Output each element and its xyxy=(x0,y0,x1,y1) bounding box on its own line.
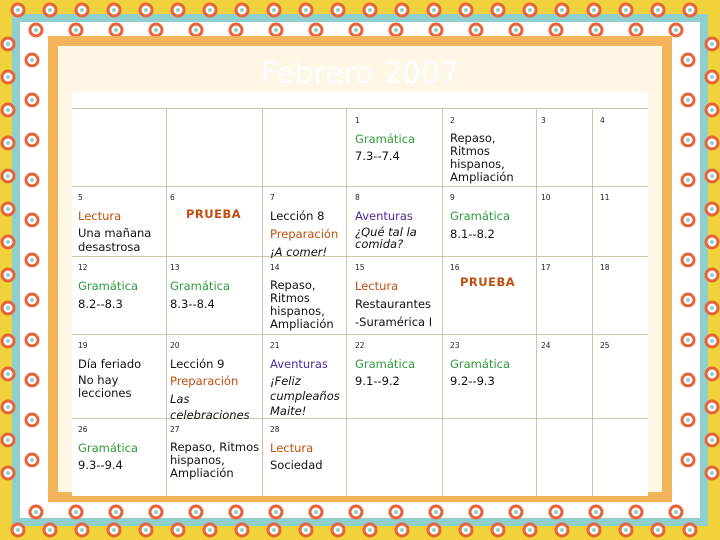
day-cell-16[interactable] xyxy=(450,261,534,289)
ring-dot-center-icon xyxy=(6,141,10,145)
ring-dot-center-icon xyxy=(80,8,84,12)
day-cell-5[interactable] xyxy=(78,191,164,254)
ring-dot-center-icon xyxy=(710,372,714,376)
ring-dot-center-icon xyxy=(30,338,34,342)
ring-dot-center-icon xyxy=(6,42,10,46)
ring-dot-center-icon xyxy=(30,458,34,462)
grid-line xyxy=(72,418,648,419)
lesson-detail: ¡Feliz cumpleaños Maite! xyxy=(270,374,340,418)
ring-dot-center-icon xyxy=(710,438,714,442)
day-number: 28 xyxy=(270,425,280,434)
lesson-detail: No hay lecciones xyxy=(78,373,132,400)
lesson-title: Gramática xyxy=(170,279,231,293)
day-number: 8 xyxy=(355,193,360,202)
lesson-section: Preparación xyxy=(170,374,239,388)
day-cell-10[interactable] xyxy=(541,191,551,209)
ring-dot-center-icon xyxy=(496,528,500,532)
ring-dot-center-icon xyxy=(112,8,116,12)
lesson-detail: 9.3--9.4 xyxy=(78,458,123,472)
ring-dot-center-icon xyxy=(432,528,436,532)
day-header-martes: MARTES xyxy=(198,94,230,103)
lesson-title: Gramática xyxy=(78,441,139,455)
ring-dot-center-icon xyxy=(400,528,404,532)
lesson-detail: Restaurantes xyxy=(355,297,432,311)
lesson-detail: ¡A comer! xyxy=(270,245,328,259)
exam-label: PRUEBA xyxy=(186,207,242,221)
ring-dot-center-icon xyxy=(34,28,38,32)
day-cell-27[interactable] xyxy=(170,423,260,480)
ring-dot-center-icon xyxy=(686,378,690,382)
day-number: 11 xyxy=(600,193,610,202)
ring-dot-center-icon xyxy=(592,528,596,532)
ring-dot-center-icon xyxy=(272,8,276,12)
day-cell-13[interactable] xyxy=(170,261,260,311)
ring-dot-center-icon xyxy=(6,108,10,112)
day-header-jueves: JUEVES xyxy=(379,94,409,103)
day-cell-21[interactable] xyxy=(270,339,344,419)
day-cell-19[interactable] xyxy=(78,339,164,400)
ring-dot-center-icon xyxy=(80,528,84,532)
ring-dot-center-icon xyxy=(336,528,340,532)
ring-dot-center-icon xyxy=(234,510,238,514)
ring-dot-center-icon xyxy=(6,438,10,442)
ring-dot-center-icon xyxy=(592,8,596,12)
day-number: 12 xyxy=(78,263,88,272)
exam-label: PRUEBA xyxy=(460,275,516,289)
grid-line xyxy=(72,108,648,109)
ring-dot-center-icon xyxy=(314,510,318,514)
day-header-lunes: LUNES xyxy=(106,94,132,103)
ring-dot-center-icon xyxy=(30,418,34,422)
day-number: 15 xyxy=(355,263,365,272)
ring-dot-center-icon xyxy=(16,8,20,12)
ring-dot-center-icon xyxy=(6,339,10,343)
ring-dot-center-icon xyxy=(6,405,10,409)
ring-dot-center-icon xyxy=(688,528,692,532)
day-cell-3[interactable] xyxy=(541,114,546,132)
day-number: 25 xyxy=(600,341,610,350)
ring-dot-center-icon xyxy=(176,8,180,12)
ring-dot-center-icon xyxy=(114,510,118,514)
lesson-detail: 7.3--7.4 xyxy=(355,149,400,163)
ring-dot-center-icon xyxy=(624,528,628,532)
ring-dot-center-icon xyxy=(710,108,714,112)
ring-dot-center-icon xyxy=(710,306,714,310)
ring-dot-center-icon xyxy=(144,8,148,12)
ring-dot-center-icon xyxy=(686,138,690,142)
day-cell-15[interactable] xyxy=(355,261,439,329)
day-cell-22[interactable] xyxy=(355,339,439,388)
lesson-title: Gramática xyxy=(450,357,511,371)
day-cell-17[interactable] xyxy=(541,261,551,279)
grid-line xyxy=(442,108,443,496)
lesson-detail: -Suramérica I xyxy=(355,315,433,329)
ring-dot-center-icon xyxy=(234,28,238,32)
ring-dot-center-icon xyxy=(686,298,690,302)
ring-dot-center-icon xyxy=(154,28,158,32)
ring-dot-center-icon xyxy=(34,510,38,514)
grid-line xyxy=(262,108,263,496)
grid-line xyxy=(166,108,167,496)
day-number: 7 xyxy=(270,193,275,202)
lesson-detail: Una mañana desastrosa xyxy=(78,226,152,254)
day-cell-24[interactable] xyxy=(541,339,551,357)
day-cell-9[interactable] xyxy=(450,191,534,241)
ring-dot-center-icon xyxy=(6,471,10,475)
day-number: 18 xyxy=(600,263,610,272)
ring-dot-center-icon xyxy=(48,8,52,12)
ring-dot-center-icon xyxy=(400,8,404,12)
lesson-title: Gramática xyxy=(355,357,416,371)
ring-dot-center-icon xyxy=(16,528,20,532)
ring-dot-center-icon xyxy=(194,28,198,32)
ring-dot-center-icon xyxy=(74,28,78,32)
day-number: 2 xyxy=(450,116,455,125)
lesson-detail: ¿Qué tal la comida? xyxy=(355,225,417,251)
ring-dot-center-icon xyxy=(560,8,564,12)
ring-dot-center-icon xyxy=(304,8,308,12)
ring-dot-center-icon xyxy=(674,510,678,514)
day-cell-4[interactable] xyxy=(600,114,605,132)
day-header-viernes: VIERNES xyxy=(472,94,506,103)
lesson-title: Aventuras xyxy=(355,209,413,223)
ring-dot-center-icon xyxy=(624,8,628,12)
ring-dot-center-icon xyxy=(686,338,690,342)
ring-dot-center-icon xyxy=(474,28,478,32)
lesson-title: Gramática xyxy=(450,209,511,223)
day-number: 16 xyxy=(450,263,460,272)
ring-dot-center-icon xyxy=(686,418,690,422)
day-number: 26 xyxy=(78,425,88,434)
lesson-detail: 9.1--9.2 xyxy=(355,374,400,388)
day-cell-14[interactable] xyxy=(270,261,344,331)
day-number: 21 xyxy=(270,341,280,350)
lesson-detail: Las celebraciones xyxy=(170,392,250,422)
ring-dot-center-icon xyxy=(656,528,660,532)
day-cell-6[interactable] xyxy=(170,191,260,221)
day-number: 24 xyxy=(541,341,551,350)
ring-dot-center-icon xyxy=(240,8,244,12)
lesson-title: Gramática xyxy=(78,279,139,293)
ring-dot-center-icon xyxy=(30,378,34,382)
lesson-title: Lección 9 xyxy=(170,357,225,371)
lesson-title: Repaso, Ritmos hispanos, Ampliación xyxy=(170,440,260,480)
ring-dot-center-icon xyxy=(710,42,714,46)
ring-dot-center-icon xyxy=(686,258,690,262)
ring-dot-center-icon xyxy=(674,28,678,32)
ring-dot-center-icon xyxy=(274,28,278,32)
ring-dot-center-icon xyxy=(6,273,10,277)
ring-dot-center-icon xyxy=(6,207,10,211)
ring-dot-center-icon xyxy=(432,8,436,12)
day-cell-8[interactable] xyxy=(355,191,439,250)
day-number: 9 xyxy=(450,193,455,202)
ring-dot-center-icon xyxy=(688,8,692,12)
ring-dot-center-icon xyxy=(464,528,468,532)
ring-dot-center-icon xyxy=(554,28,558,32)
ring-dot-center-icon xyxy=(368,8,372,12)
ring-dot-center-icon xyxy=(634,28,638,32)
ring-dot-center-icon xyxy=(30,98,34,102)
ring-dot-center-icon xyxy=(686,218,690,222)
ring-dot-center-icon xyxy=(686,458,690,462)
ring-dot-center-icon xyxy=(686,98,690,102)
ring-dot-center-icon xyxy=(710,405,714,409)
day-cell-7[interactable] xyxy=(270,191,344,259)
ring-dot-center-icon xyxy=(710,174,714,178)
ring-dot-center-icon xyxy=(272,528,276,532)
day-cell-26[interactable] xyxy=(78,423,164,472)
ring-dot-center-icon xyxy=(354,28,358,32)
ring-dot-center-icon xyxy=(710,273,714,277)
ring-dot-center-icon xyxy=(30,258,34,262)
day-number: 6 xyxy=(170,193,175,202)
day-cell-23[interactable] xyxy=(450,339,534,388)
day-number: 10 xyxy=(541,193,551,202)
day-number: 23 xyxy=(450,341,460,350)
ring-dot-center-icon xyxy=(144,528,148,532)
ring-dot-center-icon xyxy=(208,8,212,12)
lesson-detail: 8.1--8.2 xyxy=(450,227,495,241)
lesson-title: Lección 8 xyxy=(270,209,325,223)
ring-dot-center-icon xyxy=(710,471,714,475)
day-cell-1[interactable] xyxy=(355,114,439,163)
lesson-title: Gramática xyxy=(355,132,416,146)
ring-dot-center-icon xyxy=(528,8,532,12)
ring-dot-center-icon xyxy=(274,510,278,514)
day-number: 1 xyxy=(355,116,360,125)
day-cell-20[interactable] xyxy=(170,339,260,423)
lesson-title: Lectura xyxy=(78,209,122,223)
ring-dot-center-icon xyxy=(434,510,438,514)
grid-line xyxy=(346,108,347,496)
ring-dot-center-icon xyxy=(528,528,532,532)
ring-dot-center-icon xyxy=(394,510,398,514)
ring-dot-center-icon xyxy=(208,528,212,532)
ring-dot-center-icon xyxy=(710,339,714,343)
ring-dot-center-icon xyxy=(686,178,690,182)
lesson-detail: 8.3--8.4 xyxy=(170,297,215,311)
day-cell-11[interactable] xyxy=(600,191,610,209)
day-number: 3 xyxy=(541,116,546,125)
lesson-title: Aventuras xyxy=(270,357,328,371)
ring-dot-center-icon xyxy=(474,510,478,514)
day-number: 22 xyxy=(355,341,365,350)
lesson-detail: 8.2--8.3 xyxy=(78,297,123,311)
day-cell-25[interactable] xyxy=(600,339,610,357)
day-cell-2[interactable] xyxy=(450,114,534,184)
ring-dot-center-icon xyxy=(514,28,518,32)
ring-dot-center-icon xyxy=(112,528,116,532)
day-cell-28[interactable] xyxy=(270,423,344,472)
ring-dot-center-icon xyxy=(464,8,468,12)
grid-line xyxy=(592,108,593,496)
ring-dot-center-icon xyxy=(594,28,598,32)
ring-dot-center-icon xyxy=(194,510,198,514)
grid-line xyxy=(72,256,648,257)
day-header-domingo: DOMINGO xyxy=(600,94,640,103)
day-number: 20 xyxy=(170,341,180,350)
ring-dot-center-icon xyxy=(354,510,358,514)
ring-dot-center-icon xyxy=(710,207,714,211)
ring-dot-center-icon xyxy=(30,138,34,142)
ring-dot-center-icon xyxy=(368,528,372,532)
ring-dot-center-icon xyxy=(74,510,78,514)
day-number: 4 xyxy=(600,116,605,125)
lesson-section: Preparación xyxy=(270,227,339,241)
ring-dot-center-icon xyxy=(6,372,10,376)
ring-dot-center-icon xyxy=(48,528,52,532)
ring-dot-center-icon xyxy=(710,240,714,244)
ring-dot-center-icon xyxy=(176,528,180,532)
ring-dot-center-icon xyxy=(30,218,34,222)
day-number: 27 xyxy=(170,425,180,434)
ring-dot-center-icon xyxy=(634,510,638,514)
day-cell-12[interactable] xyxy=(78,261,164,311)
ring-dot-center-icon xyxy=(304,528,308,532)
day-number: 13 xyxy=(170,263,180,272)
grid-line xyxy=(536,108,537,496)
ring-dot-center-icon xyxy=(240,528,244,532)
ring-dot-center-icon xyxy=(710,141,714,145)
ring-dot-center-icon xyxy=(30,298,34,302)
ring-dot-center-icon xyxy=(594,510,598,514)
ring-dot-center-icon xyxy=(496,8,500,12)
ring-dot-center-icon xyxy=(154,510,158,514)
ring-dot-center-icon xyxy=(560,528,564,532)
day-number: 17 xyxy=(541,263,551,272)
grid-line xyxy=(72,334,648,335)
lesson-title: Lectura xyxy=(270,441,314,455)
day-header-sabado: SÁBADO xyxy=(547,94,581,103)
ring-dot-center-icon xyxy=(336,8,340,12)
grid-line xyxy=(72,186,648,187)
ring-dot-center-icon xyxy=(6,174,10,178)
ring-dot-center-icon xyxy=(656,8,660,12)
lesson-detail: Sociedad xyxy=(270,458,323,472)
lesson-title: Repaso, Ritmos hispanos, Ampliación xyxy=(450,131,514,184)
lesson-detail: 9.2--9.3 xyxy=(450,374,495,388)
lesson-title: Repaso, Ritmos hispanos, Ampliación xyxy=(270,278,334,331)
ring-dot-center-icon xyxy=(314,28,318,32)
lesson-title: Día feriado xyxy=(78,357,142,371)
lesson-title: Lectura xyxy=(355,279,399,293)
ring-dot-center-icon xyxy=(6,240,10,244)
ring-dot-center-icon xyxy=(514,510,518,514)
ring-dot-center-icon xyxy=(6,306,10,310)
day-cell-18[interactable] xyxy=(600,261,610,279)
day-header-miercoles: MIÉRCOLES xyxy=(281,94,327,103)
ring-dot-center-icon xyxy=(434,28,438,32)
day-number: 14 xyxy=(270,263,280,272)
ring-dot-center-icon xyxy=(554,510,558,514)
ring-dot-center-icon xyxy=(394,28,398,32)
day-number: 19 xyxy=(78,341,88,350)
ring-dot-center-icon xyxy=(30,178,34,182)
calendar-title: Febrero 2007 xyxy=(260,56,460,90)
ring-dot-center-icon xyxy=(114,28,118,32)
day-number: 5 xyxy=(78,193,83,202)
